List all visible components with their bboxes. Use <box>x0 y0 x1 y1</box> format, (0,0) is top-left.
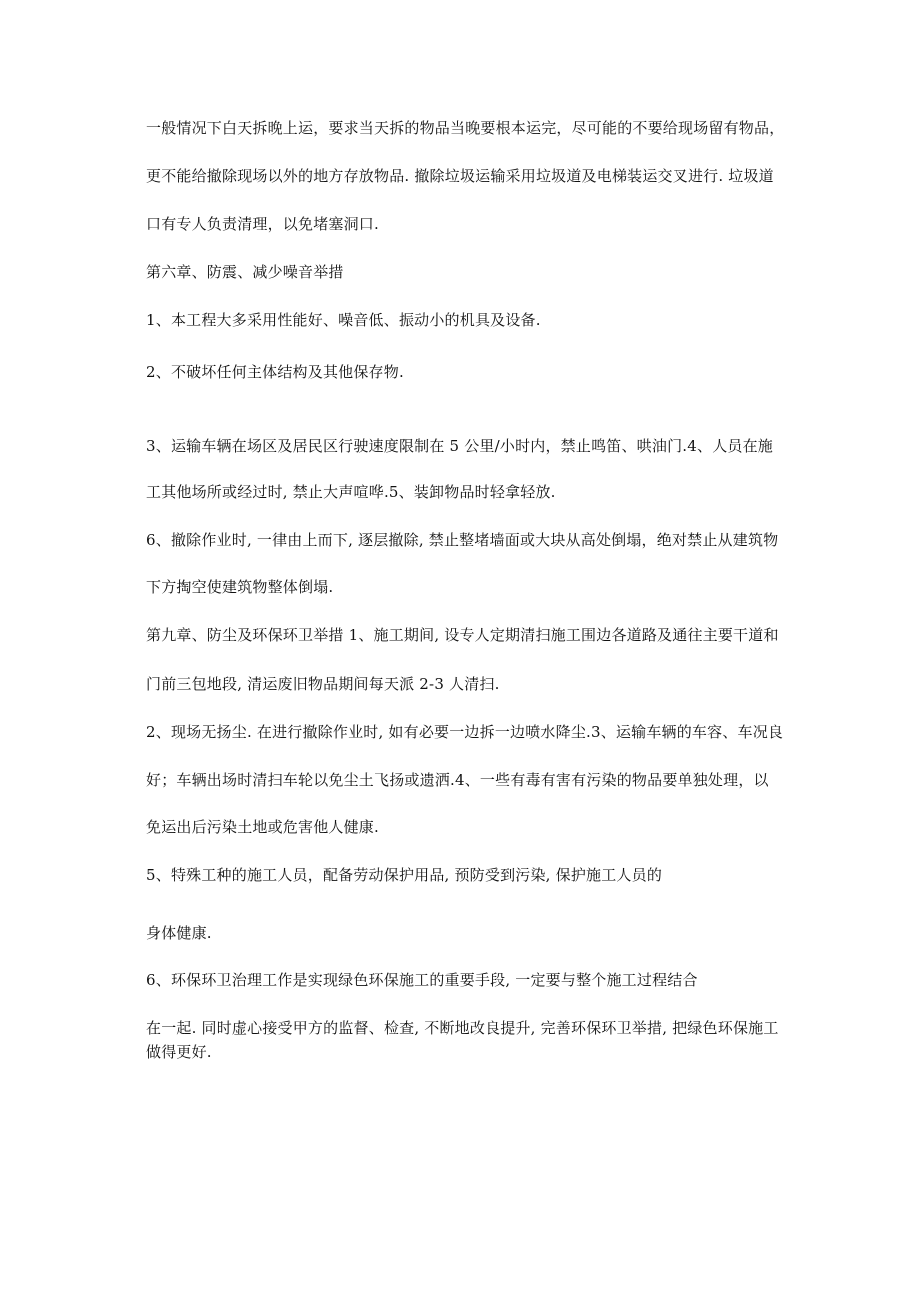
text-line: 5、特殊工种的施工人员，配备劳动保护用品, 预防受到污染, 保护施工人员的 <box>146 866 663 884</box>
text-line: 口有专人负责清理，以免堵塞洞口. <box>146 215 379 233</box>
text-line: 在一起. 同时虚心接受甲方的监督、检查, 不断地改良提升, 完善环保环卫举措, 把绿色环保施工 <box>146 1019 779 1037</box>
text-line: 3、运输车辆在场区及居民区行驶速度限制在 5 公里/小时内，禁止鸣笛、哄油门.4、人员在施 <box>146 437 773 455</box>
text-line: 做得更好. <box>146 1043 212 1061</box>
text-line: 身体健康. <box>146 924 212 942</box>
text-line: 免运出后污染土地或危害他人健康. <box>146 818 379 836</box>
text-line: 2、现场无扬尘. 在进行撤除作业时, 如有必要一边拆一边喷水降尘.3、运输车辆的车容、车况良 <box>146 723 784 741</box>
text-line: 好；车辆出场时清扫车轮以免尘土飞扬或遗洒.4、一些有毒有害有污染的物品要单独处理，以 <box>146 771 769 789</box>
text-line: 工其他场所或经过时, 禁止大声喧哗.5、装卸物品时轻拿轻放. <box>146 483 556 501</box>
chapter-heading: 第六章、防震、减少噪音举措 <box>146 263 344 281</box>
text-line: 2、不破坏任何主体结构及其他保存物. <box>146 363 404 381</box>
text-line: 更不能给撤除现场以外的地方存放物品. 撤除垃圾运输采用垃圾道及电梯装运交叉进行. 垃圾道 <box>146 167 774 185</box>
text-line: 6、撤除作业时, 一律由上而下, 逐层撤除, 禁止整堵墙面或大块从高处倒塌，绝对禁止从建筑物 <box>146 531 779 549</box>
text-line: 6、环保环卫治理工作是实现绿色环保施工的重要手段, 一定要与整个施工过程结合 <box>146 971 698 989</box>
chapter-heading: 第九章、防尘及环保环卫举措 1、施工期间, 设专人定期清扫施工围边各道路及通往主要干道和 <box>146 626 779 644</box>
text-line: 下方掏空使建筑物整体倒塌. <box>146 578 334 596</box>
text-line: 一般情况下白天拆晚上运，要求当天拆的物品当晚要根本运完，尽可能的不要给现场留有物品， <box>146 119 785 137</box>
text-line: 1、本工程大多采用性能好、噪音低、振动小的机具及设备. <box>146 311 541 329</box>
text-line: 门前三包地段, 清运废旧物品期间每天派 2-3 人清扫. <box>146 675 500 693</box>
